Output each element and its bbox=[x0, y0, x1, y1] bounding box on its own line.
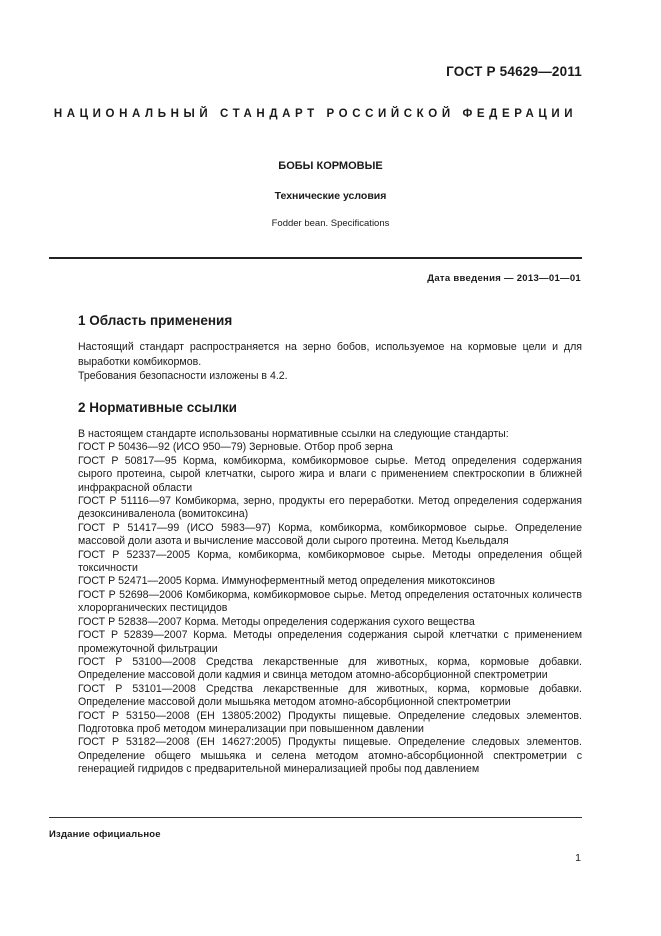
reference-item: ГОСТ Р 51116—97 Комбикорма, зерно, продукты его переработки. Метод определения содержания дезоксиниваленола (вомитоксина) bbox=[78, 495, 582, 521]
introduction-date: Дата введения — 2013—01—01 bbox=[427, 273, 581, 284]
reference-item: ГОСТ Р 50436—92 (ИСО 950—79) Зерновые. Отбор проб зерна bbox=[78, 441, 393, 454]
section-1-paragraph-2: Требования безопасности изложены в 4.2. bbox=[78, 370, 288, 382]
reference-item: ГОСТ Р 51417—99 (ИСО 5983—97) Корма, комбикорма, комбикормовое сырье. Определение массовой доли азота и вычисление массовой доли сырого протеина. Метод Кьельдаля bbox=[78, 521, 582, 548]
reference-item: ГОСТ Р 50817—95 Корма, комбикорма, комбикормовое сырье. Метод определения содержания сырого протеина, сырой клетчатки, сырого жира и влаги с применением спектроскопии в ближней инфракрасной области bbox=[78, 454, 582, 494]
section-1-heading: 1 Область применения bbox=[78, 313, 233, 328]
reference-item: ГОСТ Р 52471—2005 Корма. Иммуноферментный метод определения микотоксинов bbox=[78, 575, 496, 588]
page-number: 1 bbox=[575, 852, 581, 864]
section-1-paragraph-1: Настоящий стандарт распространяется на зерно бобов, используемое на кормовые цели и для выработки комбикормов. bbox=[78, 341, 582, 368]
document-number: ГОСТ Р 54629—2011 bbox=[446, 64, 582, 79]
reference-item: ГОСТ Р 52838—2007 Корма. Методы определения содержания сухого вещества bbox=[78, 615, 475, 628]
reference-item: ГОСТ Р 53100—2008 Средства лекарственные для животных, корма, кормовые добавки. Определение массовой доли кадмия и свинца методом атомно-абсорбционной спектрометрии bbox=[78, 655, 582, 682]
standard-title: БОБЫ КОРМОВЫЕ bbox=[278, 160, 383, 172]
reference-item: ГОСТ Р 53182—2008 (ЕН 14627:2005) Продукты пищевые. Определение следовых элементов. Определение общего мышьяка и селена методом атомно-абсорбционной спектрометрии с генерацией гидридов с предварительной минерализацией пробы под давлением bbox=[78, 736, 582, 776]
national-standard-title: НАЦИОНАЛЬНЫЙ СТАНДАРТ РОССИЙСКОЙ ФЕДЕРАЦИИ bbox=[53, 108, 578, 120]
section-1-body bbox=[78, 340, 582, 384]
reference-item: ГОСТ Р 53150—2008 (ЕН 13805:2002) Продукты пищевые. Определение следовых элементов. Подготовка проб методом минерализации при повышенном давлении bbox=[78, 709, 582, 735]
footer-divider bbox=[49, 817, 582, 818]
reference-item: ГОСТ Р 52839—2007 Корма. Методы определения содержания сырой клетчатки с применением промежуточной фильтрации bbox=[78, 629, 582, 655]
normative-references bbox=[78, 428, 582, 777]
section-2-heading: 2 Нормативные ссылки bbox=[78, 400, 237, 415]
header-divider bbox=[49, 257, 582, 259]
reference-item: ГОСТ Р 53101—2008 Средства лекарственные для животных, корма, кормовые добавки. Определение массовой доли мышьяка методом атомно-абсорбционной спектрометрии bbox=[78, 682, 582, 709]
official-edition-label: Издание официальное bbox=[49, 829, 161, 840]
reference-item: ГОСТ Р 52698—2006 Комбикорма, комбикормовое сырье. Метод определения остаточных количеств хлорорганических пестицидов bbox=[78, 588, 582, 615]
standard-title-english: Fodder bean. Specifications bbox=[271, 218, 390, 229]
references-intro: В настоящем стандарте использованы нормативные ссылки на следующие стандарты: bbox=[78, 428, 509, 440]
reference-item: ГОСТ Р 52337—2005 Корма, комбикорма, комбикормовое сырье. Методы определения общей токсичности bbox=[78, 548, 582, 575]
standard-subtitle: Технические условия bbox=[274, 190, 387, 202]
